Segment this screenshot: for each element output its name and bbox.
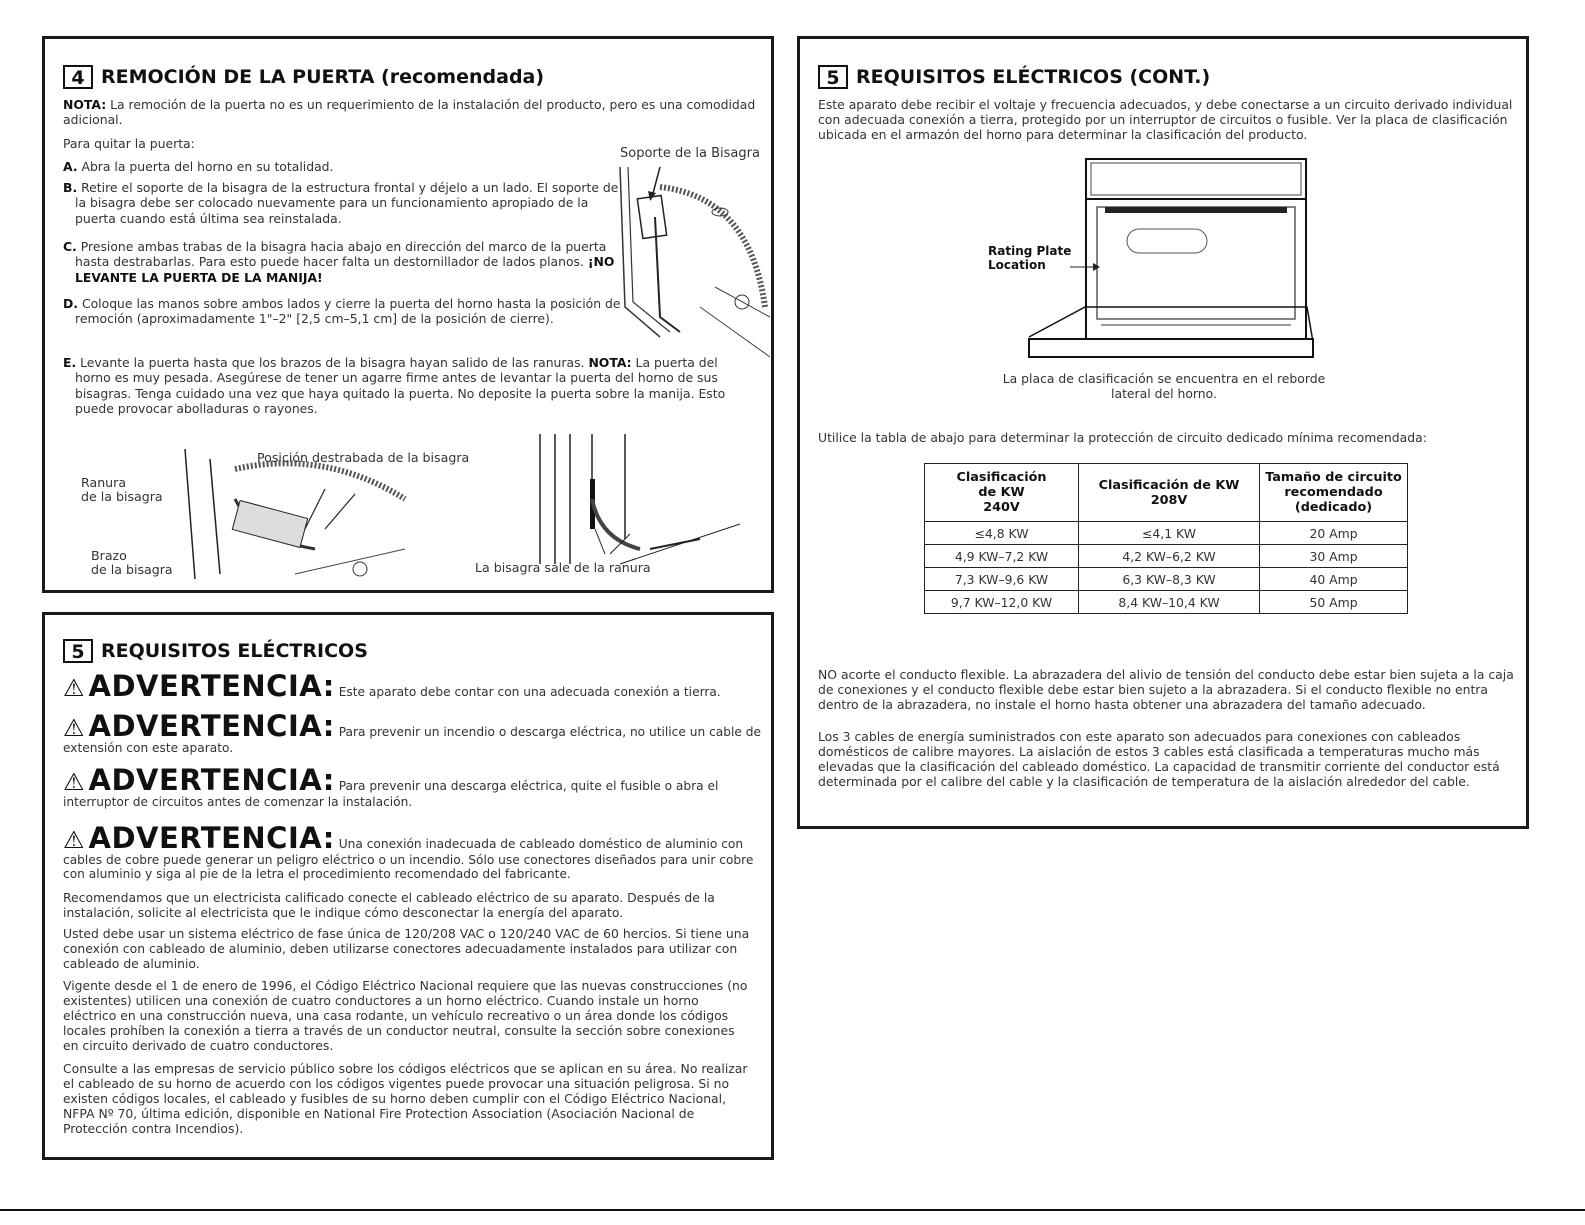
section-5-cont-intro: Este aparato debe recibir el voltaje y frecuencia adecuados, y debe conectarse a un circuito derivado individual con adecuada conexión a tierra, protegido por un interruptor de circuitos o fusible. Ver la placa de clasificación ubicada en el armazón del horno para determinar la clasificación del producto. <box>818 97 1513 142</box>
circuit-rating-table <box>924 463 1408 614</box>
section-4-number: 4 <box>63 65 93 89</box>
warning-3: ⚠ ADVERTENCIA: Para prevenir una descarga eléctrica, quite el fusible o abra el interruptor de circuitos antes de comenzar la instalación. <box>63 763 719 809</box>
paragraph-flexible-conduit: NO acorte el conducto flexible. La abrazadera del alivio de tensión del conducto debe estar bien sujeta a la caja de conexiones y el conducto flexible debe estar bien sujeto a la abrazadera. Si el conducto flexible no entra dentro de la abrazadera, no instale el horno hasta obtener una abrazadera del tamaño adecuado. <box>818 667 1514 712</box>
section-electrical-requirements-cont <box>797 36 1529 829</box>
hinge-support-illustration <box>600 157 770 357</box>
slot-label-line1: Ranura <box>81 475 127 490</box>
oven-caption-line1: La placa de clasificación se encuentra en el reborde <box>1002 371 1326 386</box>
table-cell: 7,3 KW–9,6 KW <box>925 568 1079 591</box>
header-kw-208v: Clasificación de KW 208V <box>1079 464 1260 522</box>
warning-triangle-icon: ⚠ <box>63 826 85 854</box>
oven-caption-line2: lateral del horno. <box>1111 386 1217 401</box>
warning-triangle-icon: ⚠ <box>63 714 85 742</box>
warning-1: ⚠ ADVERTENCIA: Este aparato debe contar con una adecuada conexión a tierra. <box>63 669 721 703</box>
rating-plate-label-line1: Rating Plate <box>988 244 1072 258</box>
paragraph-national-code: Vigente desde el 1 de enero de 1996, el Código Eléctrico Nacional requiere que las nuevas construcciones (no existentes) utilicen una conexión de cuatro conductores a un horno eléctrico. Cuando instale un horno eléctrico en una construcción nueva, una casa rodante, un vehículo recreativo o un área donde los códigos locales prohíben la conexión a tierra a través de un conductor neutral, consulte la sección sobre conexiones en circuito derivado de cuatro conductores. <box>63 978 748 1053</box>
section-5-cont-number: 5 <box>818 65 848 89</box>
table-cell: 8,4 KW–10,4 KW <box>1079 591 1260 614</box>
section-5-heading <box>63 639 763 663</box>
rating-plate-label-line2: Location <box>988 258 1046 272</box>
step-c: C. Presione ambas trabas de la bisagra hacia abajo en dirección del marco de la puerta hasta destrabarlas. Para esto puede hacer falta un destornillador de lados planos. ¡NO LEVANTE LA PUERTA DE LA MANIJA! <box>63 239 615 285</box>
table-row <box>925 522 1408 545</box>
section-4-title: REMOCIÓN DE LA PUERTA (recomendada) <box>101 66 545 88</box>
warning-triangle-icon: ⚠ <box>63 674 85 702</box>
page-bottom-rule <box>0 1209 1585 1211</box>
section-4-intro: Para quitar la puerta: <box>63 136 195 151</box>
table-cell: ≤4,1 KW <box>1079 522 1260 545</box>
header-circuit-size: Tamaño de circuito recomendado (dedicado) <box>1260 464 1408 522</box>
paragraph-phase-system: Usted debe usar un sistema eléctrico de fase única de 120/208 VAC o 120/240 VAC de 60 hercios. Si tiene una conexión con cableado de aluminio, deben utilizarse conectores adecuadamente instalados para utilizar con cableado de aluminio. <box>63 926 750 971</box>
table-row <box>925 568 1408 591</box>
section-5-title: REQUISITOS ELÉCTRICOS <box>101 640 368 662</box>
step-b: B. Retire el soporte de la bisagra de la estructura frontal y déjelo a un lado. El soporte de la bisagra debe ser colocado nuevamente para un funcionamiento apropiado de la puerta cuando está última sea reinstalada. <box>63 180 619 226</box>
hinge-support-label: Soporte de la Bisagra <box>620 146 760 161</box>
table-row <box>925 591 1408 614</box>
arm-label-line2: de la bisagra <box>91 562 173 577</box>
paragraph-electrician: Recomendamos que un electricista calificado conecte el cableado eléctrico de su aparato. Después de la instalación, solicite al electricista que le indique cómo desconectar la energía del aparato. <box>63 890 715 920</box>
table-cell: 30 Amp <box>1260 545 1408 568</box>
table-intro: Utilice la tabla de abajo para determinar la protección de circuito dedicado mínima recomendada: <box>818 430 1427 445</box>
section-4-heading <box>63 65 763 89</box>
step-a: A. Abra la puerta del horno en su totalidad. <box>63 159 334 174</box>
table-cell: 20 Amp <box>1260 522 1408 545</box>
oven-illustration <box>1025 157 1315 362</box>
table-row <box>925 545 1408 568</box>
section-electrical-requirements <box>42 612 774 1160</box>
section-5-cont-heading <box>818 65 1518 89</box>
table-cell: 50 Amp <box>1260 591 1408 614</box>
table-cell: ≤4,8 KW <box>925 522 1079 545</box>
paragraph-utilities: Consulte a las empresas de servicio público sobre los códigos eléctricos que se aplican en su área. No realizar el cableado de su horno de acuerdo con los códigos vigentes puede provocar una situación peligrosa. Si no existen códigos locales, el cableado y fusibles de su horno deben cumplir con el Código Eléctrico Nacional, NFPA Nº 70, última edición, disponible en National Fire Protection Association (Asociación Nacional de Protección contra Incendios). <box>63 1061 748 1136</box>
step-e: E. Levante la puerta hasta que los brazos de la bisagra hayan salido de las ranuras. NOTA: La puerta del horno es muy pesada. Asegúrese de tener un agarre firme antes de levantar la puerta del horno de sus bisagras. Tenga cuidado una vez que haya quitado la puerta. No deposite la puerta sobre la manija. Esto puede provocar abolladuras o rayones. <box>63 355 726 417</box>
table-cell: 6,3 KW–8,3 KW <box>1079 568 1260 591</box>
paragraph-power-cables: Los 3 cables de energía suministrados con este aparato son adecuados para conexiones con cableados domésticos de calibre mayores. La aislación de estos 3 cables está clasificada a temperaturas mucho más elevadas que la clasificación del cableado doméstico. La capacidad de transmitir corriente del conductor está determinada por el calibre del cable y la clasificación de temperatura de la aislación alrededor del cable. <box>818 729 1500 789</box>
table-cell: 4,2 KW–6,2 KW <box>1079 545 1260 568</box>
table-cell: 40 Amp <box>1260 568 1408 591</box>
slot-label-line2: de la bisagra <box>81 489 163 504</box>
unlocked-position-label: Posición destrabada de la bisagra <box>257 450 470 465</box>
warning-4: ⚠ ADVERTENCIA: Una conexión inadecuada de cableado doméstico de aluminio con cables de cobre puede generar un peligro eléctrico o un incendio. Sólo use conectores diseñados para unir cobre con aluminio y siga al pie de la letra el procedimiento recomendado del fabricante. <box>63 821 754 881</box>
table-header-row <box>925 464 1408 522</box>
hinge-exits-label: La bisagra sale de la ranura <box>475 560 651 575</box>
section-5-cont-title: REQUISITOS ELÉCTRICOS (CONT.) <box>856 66 1211 88</box>
section-4-note: NOTA: La remoción de la puerta no es un requerimiento de la instalación del producto, pero es una comodidad adicional. <box>63 97 756 127</box>
section-door-removal <box>42 36 774 593</box>
table-cell: 9,7 KW–12,0 KW <box>925 591 1079 614</box>
warning-triangle-icon: ⚠ <box>63 768 85 796</box>
step-d: D. Coloque las manos sobre ambos lados y cierre la puerta del horno hasta la posición de remoción (aproximadamente 1"–2" [2,5 cm–5,1 cm] de la posición de cierre). <box>63 296 621 327</box>
hinge-exits-slot-illustration <box>530 429 750 569</box>
arm-label-line1: Brazo <box>91 548 127 563</box>
warning-2: ⚠ ADVERTENCIA: Para prevenir un incendio o descarga eléctrica, no utilice un cable de extensión con este aparato. <box>63 709 761 755</box>
header-kw-240v: Clasificación de KW 240V <box>925 464 1079 522</box>
section-5-number: 5 <box>63 639 93 663</box>
table-cell: 4,9 KW–7,2 KW <box>925 545 1079 568</box>
